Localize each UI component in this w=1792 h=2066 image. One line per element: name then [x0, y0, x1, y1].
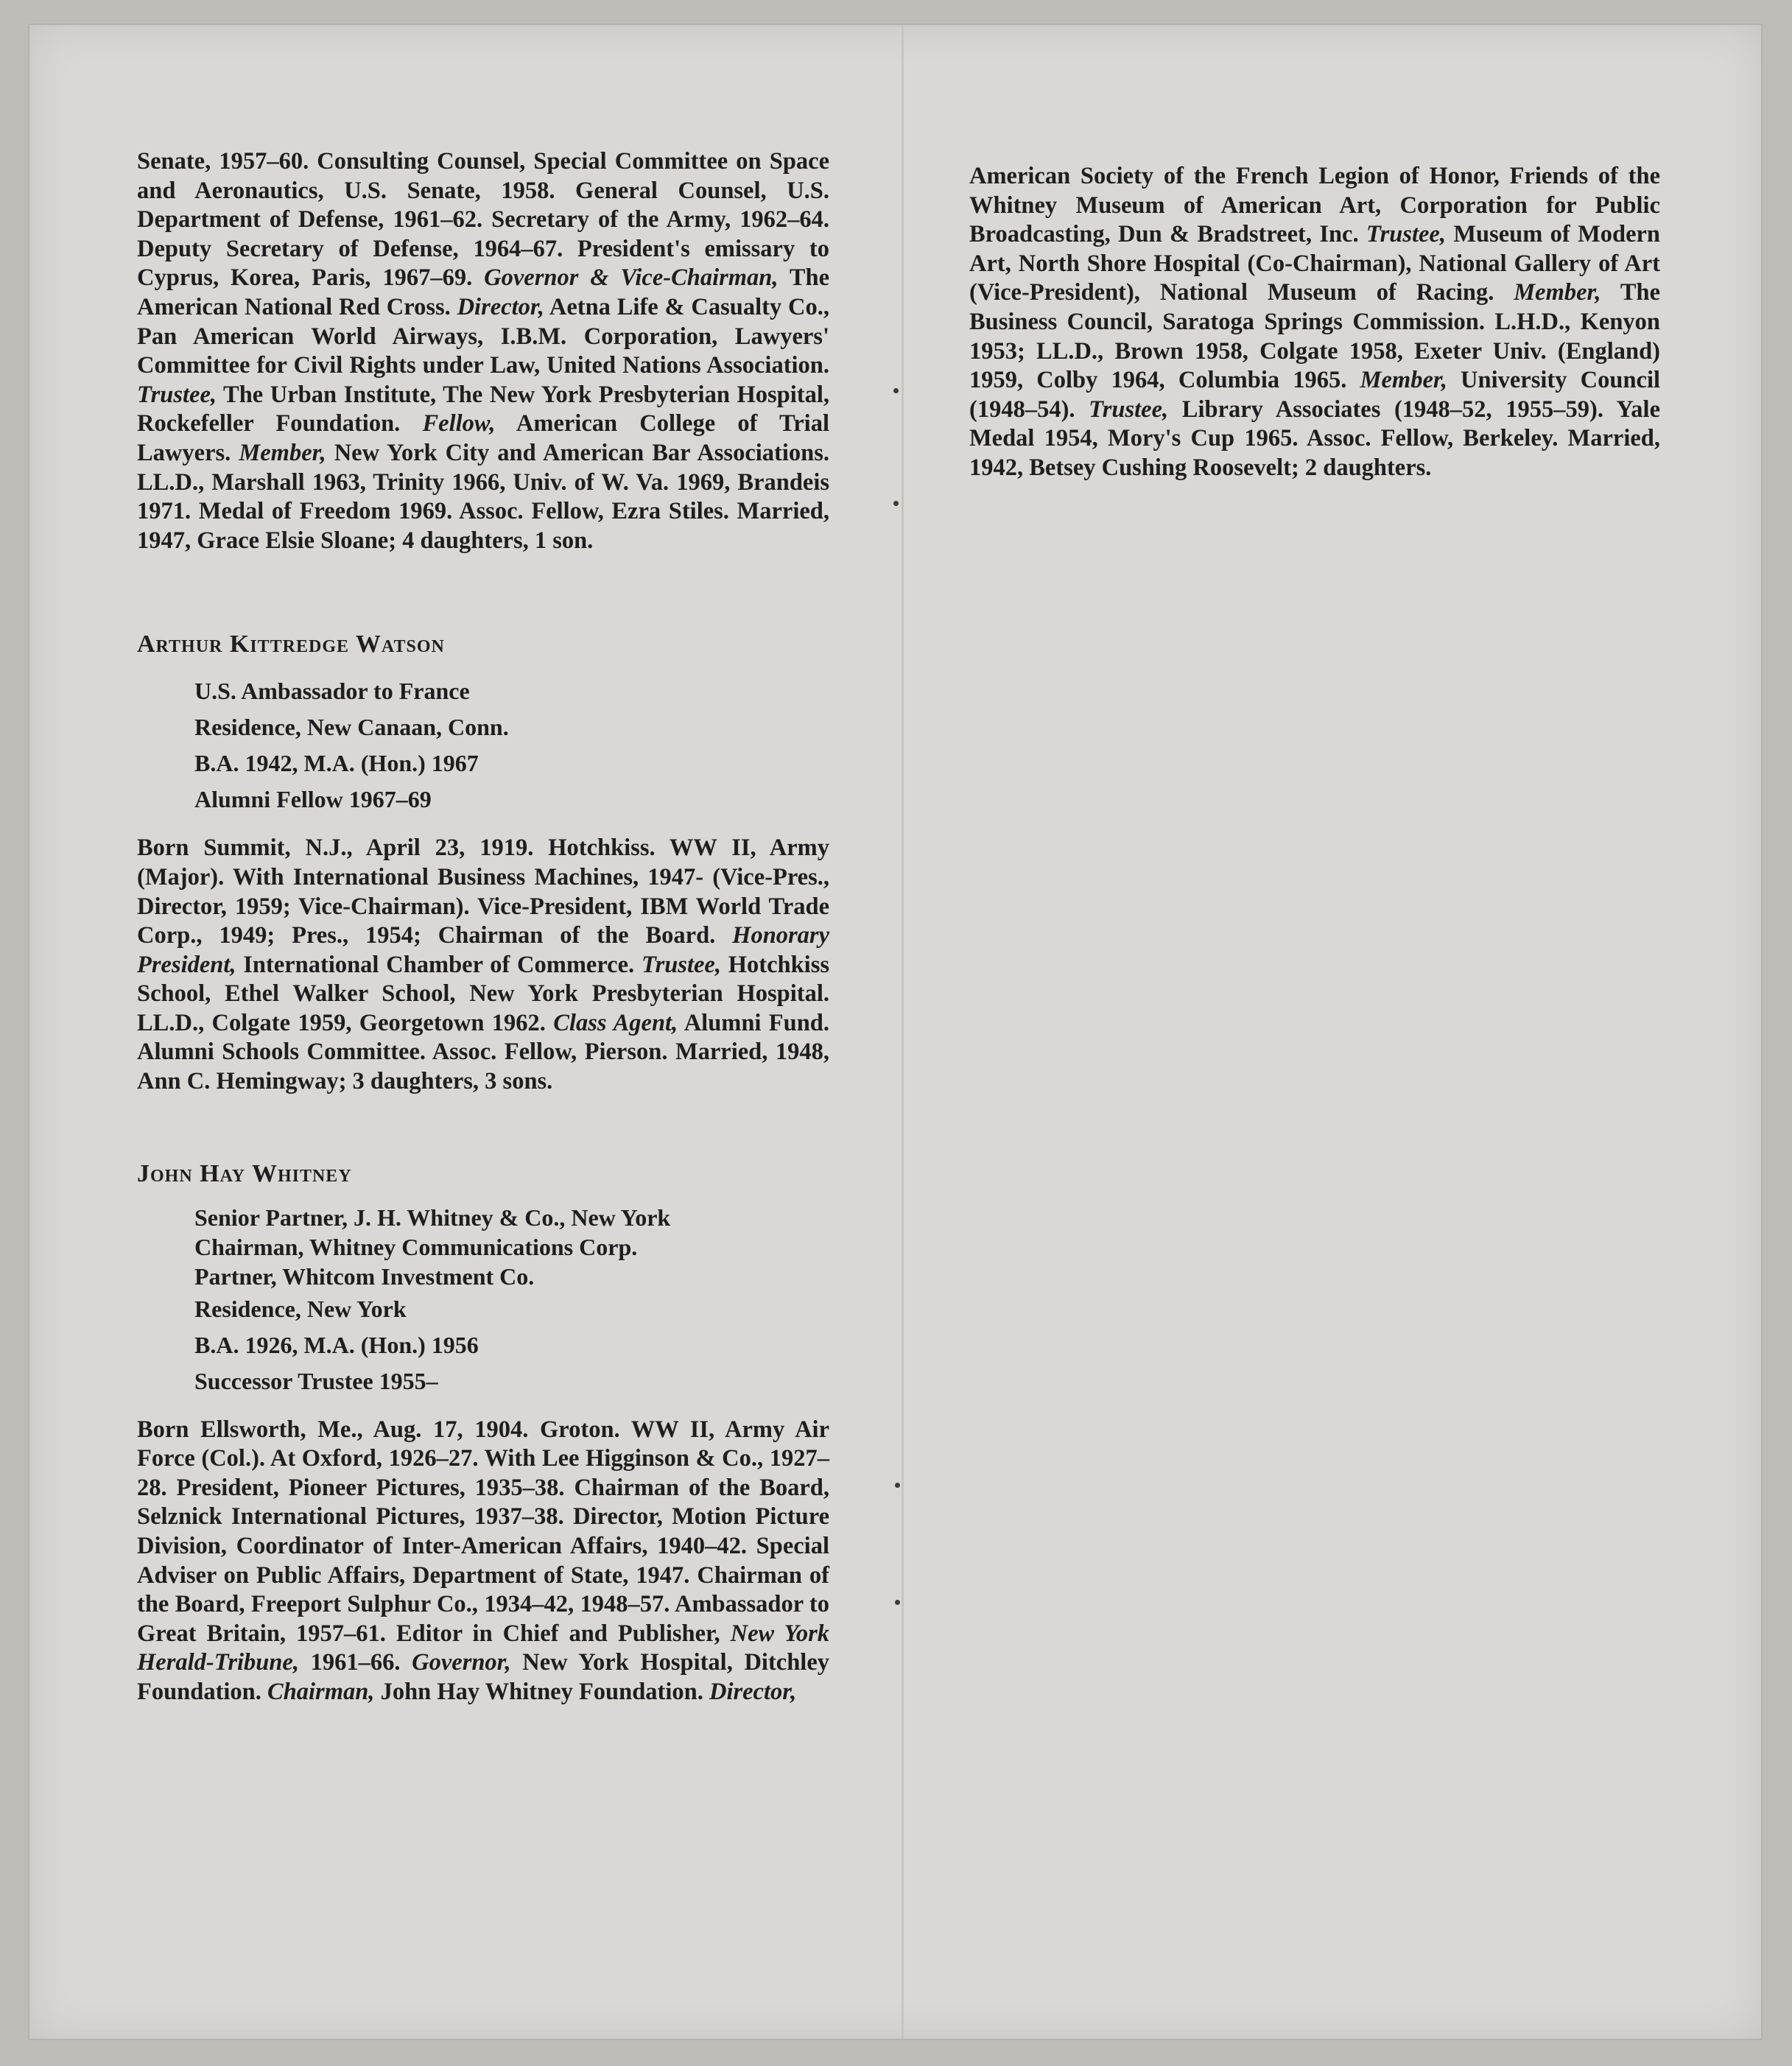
italic-run: Trustee, — [641, 951, 721, 978]
continuation-paragraph — [969, 162, 1660, 483]
entry-watson — [137, 630, 829, 1096]
text-run: The American National Red Cross. — [137, 264, 830, 320]
text-run: American College of Trial Lawyers. — [137, 410, 829, 466]
text-run: The Business Council, Saratoga Springs Commission. L.H.D., Kenyon 1953; LL.D., Brown 1958, Colgate 1958, Exeter Univ. (England) 1959, Colby 1964, Columbia 1965. — [969, 279, 1660, 394]
binding-mark — [895, 1483, 900, 1488]
entry-info-line: Senior Partner, J. H. Whitney & Co., New York — [194, 1204, 671, 1231]
entry-info-block — [137, 1203, 829, 1399]
text-run: New York City and American Bar Associations. LL.D., Marshall 1963, Trinity 1966, Univ. of W. Va. 1969, Brandeis 1971. Medal of Freedom 1969. Assoc. Fellow, Ezra Stiles. Married, 1947, Grace Elsie Sloane; 4 daughters, 1 son. — [137, 439, 829, 554]
text-run: Alumni Fund. Alumni Schools Committee. Assoc. Fellow, Pierson. Married, 1948, Ann C. Hemingway; 3 daughters, 3 sons. — [137, 1009, 829, 1095]
text-run: American Society of the French Legion of Honor, Friends of the Whitney Museum of American Art, Corporation for Public Broadcasting, Dun & Bradstreet, Inc. — [969, 163, 1660, 248]
binding-mark — [893, 501, 899, 506]
entry-info-line: Residence, New Canaan, Conn. — [194, 714, 509, 741]
text-run: Born Ellsworth, Me., Aug. 17, 1904. Groton. WW II, Army Air Force (Col.). At Oxford, 1926–27. With Lee Higginson & Co., 1927–28. President, Pioneer Pictures, 1935–38. Chairman of the Board, Selznick International Pictures, 1937–38. Director, Motion Picture Division, Coordinator of Inter-American Affairs, 1940–42. Special Adviser on Public Affairs, Department of State, 1947. Chairman of the Board, Freeport Sulphur Co., 1934–42, 1948–57. Ambassador to Great Britain, 1957–61. Editor in Chief and Publisher, — [137, 1416, 829, 1647]
entry-info-line: Alumni Fellow 1967–69 — [194, 786, 432, 813]
text-run: John Hay Whitney Foundation. — [374, 1679, 709, 1705]
italic-run: Honorary President, — [137, 922, 829, 978]
italic-run: Governor & Vice-Chairman, — [484, 264, 779, 292]
entry-info-line: Chairman, Whitney Communications Corp. — [194, 1233, 638, 1260]
italic-run: Director, — [709, 1679, 797, 1705]
italic-run: Trustee, — [137, 381, 217, 408]
text-run: Library Associates (1948–52, 1955–59). Yale Medal 1954, Mory's Cup 1965. Assoc. Fellow, Berkeley. Married, 1942, Betsey Cushing Roosevelt; 2 daughters. — [969, 396, 1660, 481]
entry-info-line: Residence, New York — [194, 1295, 407, 1322]
text-run: Born Summit, N.J., April 23, 1919. Hotchkiss. WW II, Army (Major). With International Business Machines, 1947- (Vice-Pres., Director, 1959; Vice-Chairman). Vice-President, IBM World Trade Corp., 1949; Pres., 1954; Chairman of the Board. — [137, 835, 829, 949]
text-run: Senate, 1957–60. Consulting Counsel, Special Committee on Space and Aeronautics, U.S. Senate, 1958. General Counsel, U.S. Department of Defense, 1961–62. Secretary of the Army, 1962–64. Deputy Secretary of Defense, 1964–67. President's emissary to Cyprus, Korea, Paris, 1967–69. — [137, 148, 829, 292]
left-column — [137, 147, 829, 1707]
entry-bio — [137, 1416, 829, 1707]
intro-paragraph — [137, 147, 829, 555]
text-run: Museum of Modern Art, North Shore Hospital (Co-Chairman), National Gallery of Art (Vice-President), National Museum of Racing. — [969, 221, 1660, 306]
binding-mark — [895, 1600, 900, 1605]
entry-info-block — [137, 673, 829, 818]
text-run: New York Hospital, Ditchley Foundation. — [137, 1649, 829, 1705]
italic-run: Chairman, — [267, 1679, 375, 1705]
entry-info-line: U.S. Ambassador to France — [194, 678, 470, 705]
text-run: 1961–66. — [298, 1649, 412, 1676]
italic-run: Member, — [1360, 367, 1447, 394]
entry-bio — [137, 834, 829, 1096]
entry-info-line: Successor Trustee 1955– — [194, 1367, 438, 1394]
right-column — [969, 162, 1660, 483]
italic-run: Trustee, — [1089, 396, 1169, 423]
text-run: University Council (1948–54). — [969, 367, 1661, 423]
italic-run: Director, — [457, 293, 544, 320]
binding-mark — [893, 388, 899, 393]
text-run: International Chamber of Commerce. — [236, 951, 642, 978]
entry-name: Arthur Kittredge Watson — [137, 630, 445, 658]
entry-whitney — [137, 1160, 829, 1707]
italic-run: New York Herald-Tribune, — [137, 1620, 829, 1676]
italic-run: Trustee, — [1366, 221, 1446, 248]
entry-info-line: B.A. 1926, M.A. (Hon.) 1956 — [194, 1331, 479, 1358]
italic-run: Class Agent, — [553, 1009, 678, 1036]
text-run: Aetna Life & Casualty Co., Pan American World Airways, I.B.M. Corporation, Lawyers' Committee for Civil Rights under Law, United Nations Association. — [137, 293, 829, 379]
text-run: The Urban Institute, The New York Presbyterian Hospital, Rockefeller Foundation. — [137, 381, 829, 438]
italic-run: Governor, — [412, 1649, 511, 1676]
text-run: Hotchkiss School, Ethel Walker School, New York Presbyterian Hospital. LL.D., Colgate 1959, Georgetown 1962. — [137, 951, 829, 1036]
italic-run: Member, — [1514, 279, 1601, 306]
entry-info-line: B.A. 1942, M.A. (Hon.) 1967 — [194, 750, 479, 777]
italic-run: Fellow, — [422, 410, 496, 438]
italic-run: Member, — [239, 439, 326, 466]
entry-info-line: Partner, Whitcom Investment Co. — [194, 1262, 535, 1290]
entry-name: John Hay Whitney — [137, 1159, 352, 1187]
